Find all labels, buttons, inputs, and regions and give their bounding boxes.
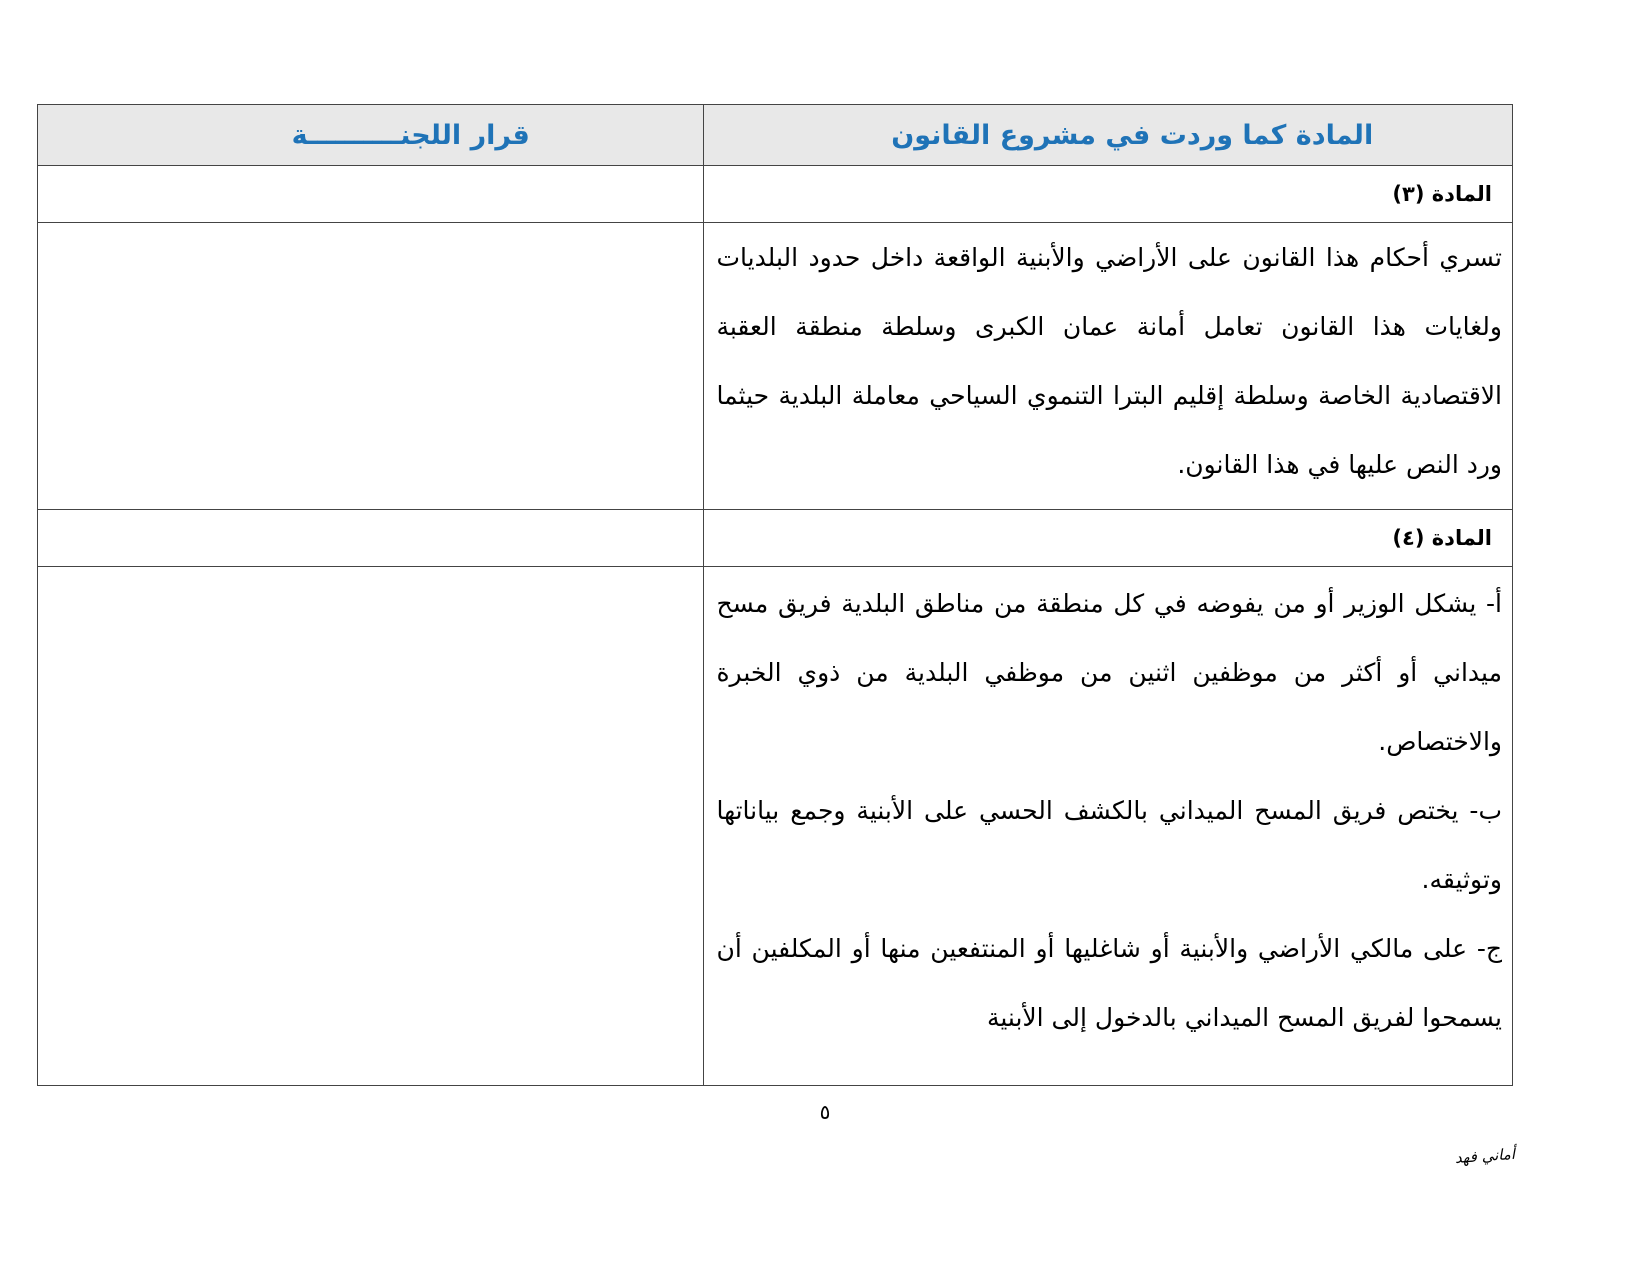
article-3-title: المادة (٣) — [1392, 182, 1492, 206]
table-row — [38, 567, 1513, 1086]
article-4-text-cell — [704, 567, 1513, 1086]
table-row — [38, 510, 1513, 567]
header-decision-column: قرار اللجنــــــــــة — [38, 105, 704, 166]
article-4-title-cell — [704, 510, 1513, 567]
article-3-title-cell — [704, 166, 1513, 223]
article-3-text-cell — [704, 223, 1513, 510]
article-4-clause-a: أ- يشكل الوزير أو من يفوضه في كل منطقة من مناطق البلدية فريق مسح ميداني أو أكثر من موظفين اثنين من موظفي البلدية من ذوي الخبرة والاختصاص. — [716, 589, 1502, 756]
comparison-table — [37, 104, 1513, 1086]
decision-cell — [38, 510, 704, 567]
decision-cell — [38, 166, 704, 223]
table-header-row — [38, 105, 1513, 166]
article-4-title: المادة (٤) — [1392, 526, 1492, 550]
signature: أماني فهد — [1454, 1144, 1516, 1168]
article-4-clause-b: ب- يختص فريق المسح الميداني بالكشف الحسي على الأبنية وجمع بياناتها وتوثيقه. — [716, 796, 1502, 894]
decision-cell — [38, 223, 704, 510]
header-article-column: المادة كما وردت في مشروع القانون — [704, 105, 1513, 166]
article-3-text: تسري أحكام هذا القانون على الأراضي والأبنية الواقعة داخل حدود البلديات ولغايات هذا القانون تعامل أمانة عمان الكبرى وسلطة منطقة العقبة الاقتصادية الخاصة وسلطة إقليم البترا التنموي السياحي معاملة البلدية حيثما ورد النص عليها في هذا القانون. — [716, 243, 1502, 479]
table-row — [38, 166, 1513, 223]
table-row — [38, 223, 1513, 510]
article-4-clause-c: ج- على مالكي الأراضي والأبنية أو شاغليها أو المنتفعين منها أو المكلفين أن يسمحوا لفريق المسح الميداني بالدخول إلى الأبنية — [716, 934, 1502, 1032]
decision-cell — [38, 567, 704, 1086]
page-number: ٥ — [819, 1100, 831, 1124]
